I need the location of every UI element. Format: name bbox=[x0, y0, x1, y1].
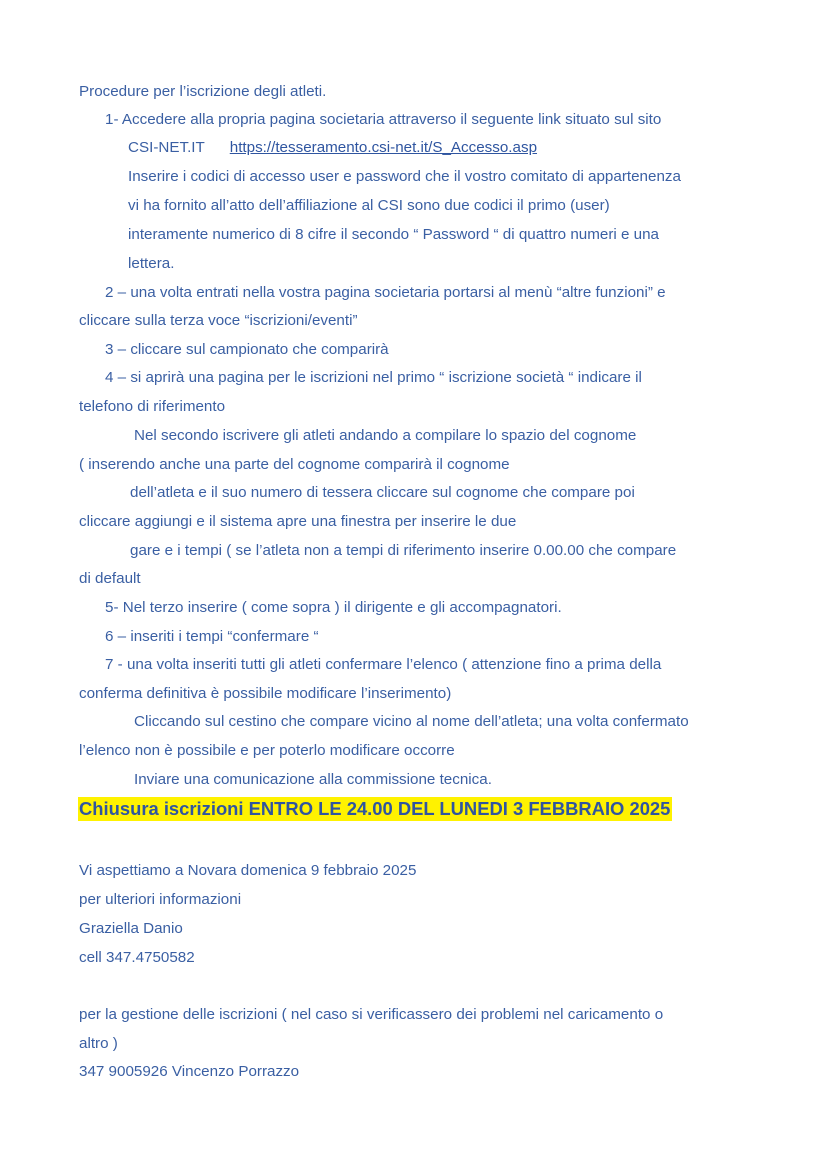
step7-line4: l’elenco non è possibile e per poterlo modificare occorre bbox=[79, 742, 455, 759]
step1-line5: interamente numerico di 8 cifre il secondo “ Password “ di quattro numeri e una bbox=[128, 226, 659, 243]
deadline-highlight: Chiusura iscrizioni ENTRO LE 24.00 DEL LUNEDI 3 FEBBRAIO 2025 bbox=[79, 798, 671, 819]
management-contact: 347 9005926 Vincenzo Porrazzo bbox=[79, 1063, 300, 1080]
step2-line2: cliccare sulla terza voce “iscrizioni/eventi” bbox=[79, 312, 358, 329]
step4-line7: gare e i tempi ( se l’atleta non a tempi di riferimento inserire 0.00.00 che compare bbox=[130, 542, 677, 559]
step4-line4: ( inserendo anche una parte del cognome comparirà il cognome bbox=[79, 456, 510, 473]
step1-line1: 1- Accedere alla propria pagina societaria attraverso il seguente link situato sul sito bbox=[105, 111, 662, 128]
step7-line2: conferma definitiva è possibile modificare l’inserimento) bbox=[79, 685, 452, 702]
step2-line1: 2 – una volta entrati nella vostra pagina societaria portarsi al menù “altre funzioni” e bbox=[105, 284, 666, 301]
step7-line1: 7 - una volta inseriti tutti gli atleti confermare l’elenco ( attenzione fino a prima della bbox=[105, 656, 662, 673]
step1-line6: lettera. bbox=[128, 255, 175, 272]
step1-line2 bbox=[128, 138, 537, 158]
step7-line5: Inviare una comunicazione alla commissione tecnica. bbox=[134, 771, 492, 788]
step5-line: 5- Nel terzo inserire ( come sopra ) il dirigente e gli accompagnatori. bbox=[105, 599, 562, 616]
step4-line2: telefono di riferimento bbox=[79, 398, 226, 415]
site-name: CSI-NET.IT bbox=[128, 139, 205, 156]
procedure-title: Procedure per l’iscrizione degli atleti. bbox=[79, 83, 327, 100]
step1-line4: vi ha fornito all’atto dell’affiliazione al CSI sono due codici il primo (user) bbox=[128, 197, 610, 214]
step6-line: 6 – inseriti i tempi “confermare “ bbox=[105, 628, 319, 645]
closing-line2: per ulteriori informazioni bbox=[79, 891, 242, 908]
step4-line3: Nel secondo iscrivere gli atleti andando a compilare lo spazio del cognome bbox=[134, 427, 637, 444]
step4-line6: cliccare aggiungi e il sistema apre una finestra per inserire le due bbox=[79, 513, 517, 530]
step3-line: 3 – cliccare sul campionato che comparirà bbox=[105, 341, 389, 358]
management-line1: per la gestione delle iscrizioni ( nel caso si verificassero dei problemi nel caricamento o bbox=[79, 1006, 664, 1023]
step7-line3: Cliccando sul cestino che compare vicino al nome dell’atleta; una volta confermato bbox=[134, 713, 689, 730]
access-link[interactable]: https://tesseramento.csi-net.it/S_Accesso.asp bbox=[229, 139, 538, 156]
step1-line3: Inserire i codici di accesso user e password che il vostro comitato di appartenenza bbox=[128, 168, 681, 185]
step4-line8: di default bbox=[79, 570, 141, 587]
contact-phone: cell 347.4750582 bbox=[79, 949, 195, 966]
step4-line1: 4 – si aprirà una pagina per le iscrizioni nel primo “ iscrizione società “ indicare il bbox=[105, 369, 642, 386]
management-line2: altro ) bbox=[79, 1035, 118, 1052]
closing-line1: Vi aspettiamo a Novara domenica 9 febbraio 2025 bbox=[79, 862, 417, 879]
contact-name: Graziella Danio bbox=[79, 920, 183, 937]
step4-line5: dell’atleta e il suo numero di tessera cliccare sul cognome che compare poi bbox=[130, 484, 635, 501]
